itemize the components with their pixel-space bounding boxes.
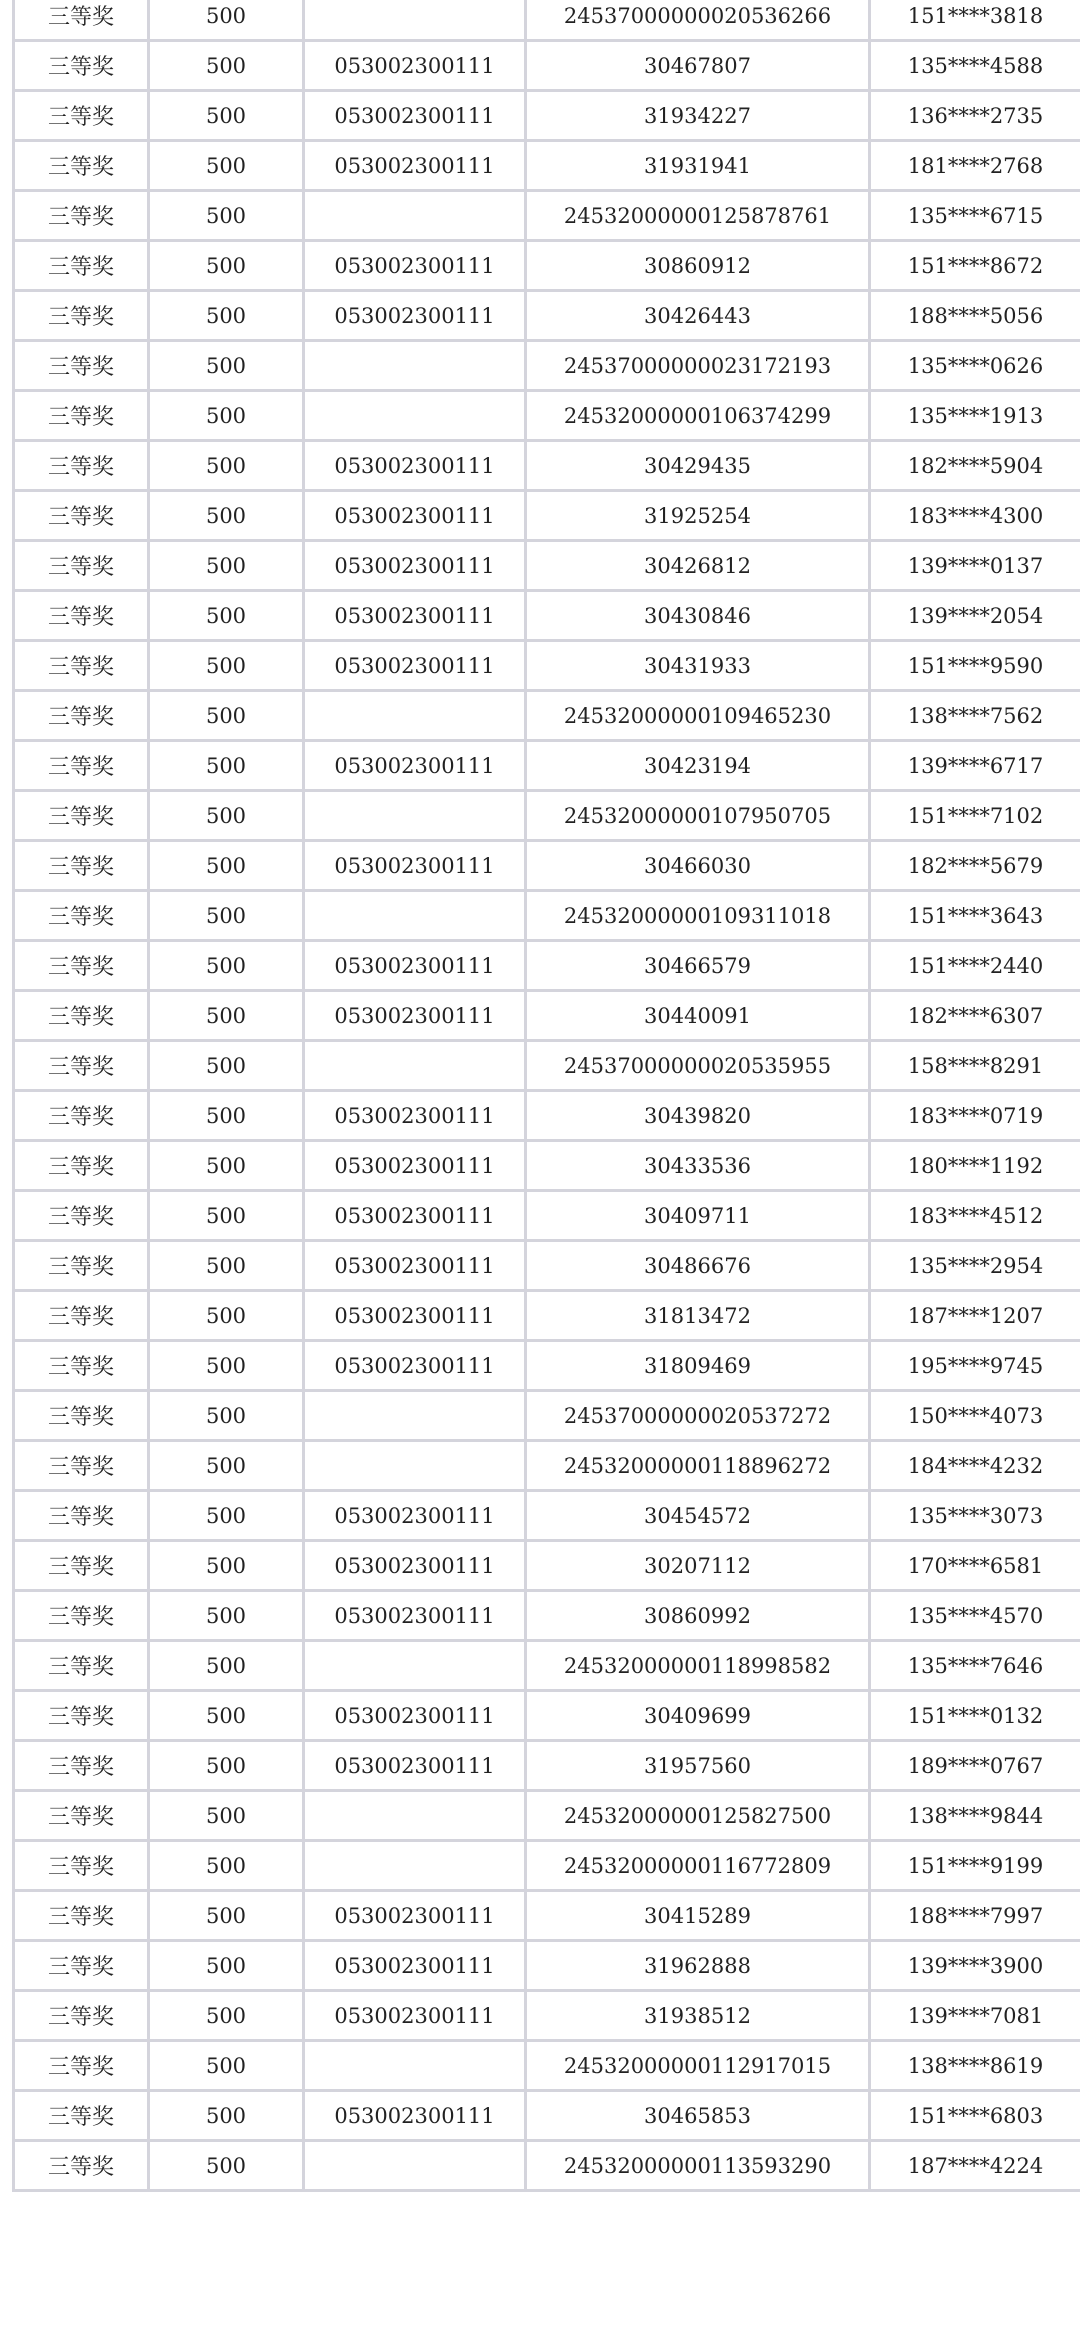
amount-cell: 500 <box>149 1841 304 1891</box>
phone-cell: 189****0767 <box>870 1741 1080 1791</box>
serial-cell: 30409699 <box>526 1691 870 1741</box>
table-row <box>14 1491 1080 1541</box>
table-row <box>14 0 1080 41</box>
amount-cell: 500 <box>149 341 304 391</box>
prize-cell: 三等奖 <box>14 1291 149 1341</box>
table-row <box>14 1091 1080 1141</box>
code-cell: 053002300111 <box>304 1291 526 1341</box>
serial-cell: 30440091 <box>526 991 870 1041</box>
prize-cell: 三等奖 <box>14 241 149 291</box>
table-row <box>14 1341 1080 1391</box>
table-row <box>14 1941 1080 1991</box>
amount-cell: 500 <box>149 2141 304 2191</box>
prize-cell: 三等奖 <box>14 0 149 41</box>
phone-cell: 135****3073 <box>870 1491 1080 1541</box>
phone-cell: 135****2954 <box>870 1241 1080 1291</box>
winners-table <box>12 0 1080 2192</box>
phone-cell: 138****8619 <box>870 2041 1080 2091</box>
prize-cell: 三等奖 <box>14 1441 149 1491</box>
prize-cell: 三等奖 <box>14 391 149 441</box>
prize-cell: 三等奖 <box>14 1541 149 1591</box>
serial-cell: 24532000000113593290 <box>526 2141 870 2191</box>
phone-cell: 135****4570 <box>870 1591 1080 1641</box>
prize-cell: 三等奖 <box>14 1641 149 1691</box>
winners-table-body <box>14 0 1080 2191</box>
phone-cell: 135****4588 <box>870 41 1080 91</box>
table-row <box>14 191 1080 241</box>
table-row <box>14 41 1080 91</box>
amount-cell: 500 <box>149 991 304 1041</box>
prize-cell: 三等奖 <box>14 591 149 641</box>
code-cell: 053002300111 <box>304 441 526 491</box>
serial-cell: 24532000000112917015 <box>526 2041 870 2091</box>
table-row <box>14 891 1080 941</box>
phone-cell: 151****7102 <box>870 791 1080 841</box>
table-row <box>14 2141 1080 2191</box>
table-row <box>14 91 1080 141</box>
code-cell <box>304 1791 526 1841</box>
amount-cell: 500 <box>149 1591 304 1641</box>
code-cell: 053002300111 <box>304 1691 526 1741</box>
amount-cell: 500 <box>149 1341 304 1391</box>
amount-cell: 500 <box>149 1891 304 1941</box>
prize-cell: 三等奖 <box>14 1391 149 1441</box>
serial-cell: 30207112 <box>526 1541 870 1591</box>
code-cell: 053002300111 <box>304 1591 526 1641</box>
table-row <box>14 991 1080 1041</box>
prize-cell: 三等奖 <box>14 1141 149 1191</box>
table-row <box>14 1141 1080 1191</box>
code-cell <box>304 691 526 741</box>
prize-cell: 三等奖 <box>14 1241 149 1291</box>
serial-cell: 31931941 <box>526 141 870 191</box>
serial-cell: 30486676 <box>526 1241 870 1291</box>
code-cell: 053002300111 <box>304 141 526 191</box>
phone-cell: 180****1192 <box>870 1141 1080 1191</box>
code-cell: 053002300111 <box>304 291 526 341</box>
code-cell: 053002300111 <box>304 1341 526 1391</box>
code-cell <box>304 891 526 941</box>
prize-cell: 三等奖 <box>14 141 149 191</box>
table-row <box>14 741 1080 791</box>
table-row <box>14 241 1080 291</box>
serial-cell: 30860992 <box>526 1591 870 1641</box>
phone-cell: 195****9745 <box>870 1341 1080 1391</box>
phone-cell: 150****4073 <box>870 1391 1080 1441</box>
serial-cell: 31809469 <box>526 1341 870 1391</box>
table-row <box>14 1591 1080 1641</box>
code-cell: 053002300111 <box>304 2091 526 2141</box>
phone-cell: 138****7562 <box>870 691 1080 741</box>
phone-cell: 182****5679 <box>870 841 1080 891</box>
code-cell: 053002300111 <box>304 1241 526 1291</box>
serial-cell: 24532000000116772809 <box>526 1841 870 1891</box>
code-cell: 053002300111 <box>304 741 526 791</box>
amount-cell: 500 <box>149 1991 304 2041</box>
serial-cell: 30409711 <box>526 1191 870 1241</box>
table-row <box>14 791 1080 841</box>
serial-cell: 30426812 <box>526 541 870 591</box>
table-row <box>14 1991 1080 2041</box>
prize-cell: 三等奖 <box>14 2041 149 2091</box>
table-row <box>14 641 1080 691</box>
table-row <box>14 2091 1080 2141</box>
serial-cell: 30454572 <box>526 1491 870 1541</box>
serial-cell: 30429435 <box>526 441 870 491</box>
code-cell: 053002300111 <box>304 1091 526 1141</box>
prize-cell: 三等奖 <box>14 1491 149 1541</box>
amount-cell: 500 <box>149 241 304 291</box>
table-row <box>14 1841 1080 1891</box>
phone-cell: 187****1207 <box>870 1291 1080 1341</box>
phone-cell: 139****3900 <box>870 1941 1080 1991</box>
serial-cell: 31934227 <box>526 91 870 141</box>
amount-cell: 500 <box>149 391 304 441</box>
code-cell: 053002300111 <box>304 541 526 591</box>
phone-cell: 139****6717 <box>870 741 1080 791</box>
prize-cell: 三等奖 <box>14 691 149 741</box>
amount-cell: 500 <box>149 2041 304 2091</box>
table-row <box>14 1741 1080 1791</box>
phone-cell: 139****7081 <box>870 1991 1080 2041</box>
serial-cell: 24532000000109465230 <box>526 691 870 741</box>
prize-cell: 三等奖 <box>14 991 149 1041</box>
code-cell: 053002300111 <box>304 1891 526 1941</box>
phone-cell: 138****9844 <box>870 1791 1080 1841</box>
serial-cell: 31938512 <box>526 1991 870 2041</box>
amount-cell: 500 <box>149 591 304 641</box>
table-row <box>14 1641 1080 1691</box>
amount-cell: 500 <box>149 441 304 491</box>
table-row <box>14 1441 1080 1491</box>
prize-cell: 三等奖 <box>14 41 149 91</box>
phone-cell: 183****0719 <box>870 1091 1080 1141</box>
table-row <box>14 1691 1080 1741</box>
phone-cell: 182****5904 <box>870 441 1080 491</box>
table-row <box>14 1291 1080 1341</box>
table-row <box>14 841 1080 891</box>
serial-cell: 30426443 <box>526 291 870 341</box>
prize-cell: 三等奖 <box>14 1741 149 1791</box>
prize-cell: 三等奖 <box>14 641 149 691</box>
phone-cell: 151****2440 <box>870 941 1080 991</box>
table-row <box>14 1041 1080 1091</box>
phone-cell: 188****7997 <box>870 1891 1080 1941</box>
prize-cell: 三等奖 <box>14 1991 149 2041</box>
code-cell <box>304 1841 526 1891</box>
phone-cell: 151****0132 <box>870 1691 1080 1741</box>
prize-cell: 三等奖 <box>14 491 149 541</box>
prize-cell: 三等奖 <box>14 841 149 891</box>
amount-cell: 500 <box>149 1441 304 1491</box>
amount-cell: 500 <box>149 691 304 741</box>
serial-cell: 24532000000118896272 <box>526 1441 870 1491</box>
prize-cell: 三等奖 <box>14 191 149 241</box>
winners-table-container <box>12 0 1080 2192</box>
code-cell <box>304 2041 526 2091</box>
serial-cell: 24532000000125878761 <box>526 191 870 241</box>
table-row <box>14 1541 1080 1591</box>
phone-cell: 170****6581 <box>870 1541 1080 1591</box>
phone-cell: 135****0626 <box>870 341 1080 391</box>
serial-cell: 30415289 <box>526 1891 870 1941</box>
amount-cell: 500 <box>149 1941 304 1991</box>
code-cell: 053002300111 <box>304 241 526 291</box>
table-row <box>14 441 1080 491</box>
serial-cell: 30466030 <box>526 841 870 891</box>
table-row <box>14 391 1080 441</box>
prize-cell: 三等奖 <box>14 941 149 991</box>
amount-cell: 500 <box>149 791 304 841</box>
code-cell <box>304 391 526 441</box>
prize-cell: 三等奖 <box>14 541 149 591</box>
serial-cell: 30423194 <box>526 741 870 791</box>
prize-cell: 三等奖 <box>14 1891 149 1941</box>
code-cell: 053002300111 <box>304 591 526 641</box>
prize-cell: 三等奖 <box>14 2091 149 2141</box>
amount-cell: 500 <box>149 91 304 141</box>
prize-cell: 三等奖 <box>14 341 149 391</box>
amount-cell: 500 <box>149 41 304 91</box>
table-row <box>14 291 1080 341</box>
serial-cell: 24537000000020537272 <box>526 1391 870 1441</box>
serial-cell: 30431933 <box>526 641 870 691</box>
phone-cell: 135****1913 <box>870 391 1080 441</box>
amount-cell: 500 <box>149 541 304 591</box>
serial-cell: 24532000000107950705 <box>526 791 870 841</box>
prize-cell: 三等奖 <box>14 1341 149 1391</box>
serial-cell: 30860912 <box>526 241 870 291</box>
code-cell <box>304 1041 526 1091</box>
phone-cell: 135****6715 <box>870 191 1080 241</box>
table-row <box>14 1891 1080 1941</box>
prize-cell: 三等奖 <box>14 1091 149 1141</box>
serial-cell: 30467807 <box>526 41 870 91</box>
code-cell <box>304 1391 526 1441</box>
serial-cell: 30430846 <box>526 591 870 641</box>
code-cell: 053002300111 <box>304 91 526 141</box>
amount-cell: 500 <box>149 1541 304 1591</box>
serial-cell: 31813472 <box>526 1291 870 1341</box>
prize-cell: 三等奖 <box>14 291 149 341</box>
prize-cell: 三等奖 <box>14 741 149 791</box>
phone-cell: 151****9590 <box>870 641 1080 691</box>
table-row <box>14 2041 1080 2091</box>
serial-cell: 30439820 <box>526 1091 870 1141</box>
serial-cell: 24537000000020535955 <box>526 1041 870 1091</box>
prize-cell: 三等奖 <box>14 791 149 841</box>
table-row <box>14 541 1080 591</box>
phone-cell: 151****6803 <box>870 2091 1080 2141</box>
amount-cell: 500 <box>149 1391 304 1441</box>
amount-cell: 500 <box>149 1241 304 1291</box>
phone-cell: 139****0137 <box>870 541 1080 591</box>
prize-cell: 三等奖 <box>14 1791 149 1841</box>
phone-cell: 187****4224 <box>870 2141 1080 2191</box>
table-row <box>14 691 1080 741</box>
phone-cell: 183****4512 <box>870 1191 1080 1241</box>
amount-cell: 500 <box>149 1141 304 1191</box>
prize-cell: 三等奖 <box>14 441 149 491</box>
code-cell: 053002300111 <box>304 991 526 1041</box>
phone-cell: 181****2768 <box>870 141 1080 191</box>
amount-cell: 500 <box>149 1491 304 1541</box>
code-cell: 053002300111 <box>304 941 526 991</box>
amount-cell: 500 <box>149 1041 304 1091</box>
amount-cell: 500 <box>149 1691 304 1741</box>
code-cell: 053002300111 <box>304 841 526 891</box>
amount-cell: 500 <box>149 191 304 241</box>
serial-cell: 30433536 <box>526 1141 870 1191</box>
amount-cell: 500 <box>149 741 304 791</box>
phone-cell: 188****5056 <box>870 291 1080 341</box>
table-row <box>14 1241 1080 1291</box>
table-row <box>14 1791 1080 1841</box>
code-cell <box>304 2141 526 2191</box>
serial-cell: 24532000000106374299 <box>526 391 870 441</box>
serial-cell: 30466579 <box>526 941 870 991</box>
prize-cell: 三等奖 <box>14 1041 149 1091</box>
prize-cell: 三等奖 <box>14 91 149 141</box>
table-row <box>14 1191 1080 1241</box>
phone-cell: 151****9199 <box>870 1841 1080 1891</box>
table-row <box>14 1391 1080 1441</box>
code-cell: 053002300111 <box>304 1191 526 1241</box>
amount-cell: 500 <box>149 1091 304 1141</box>
table-row <box>14 591 1080 641</box>
amount-cell: 500 <box>149 1191 304 1241</box>
phone-cell: 135****7646 <box>870 1641 1080 1691</box>
amount-cell: 500 <box>149 891 304 941</box>
serial-cell: 31962888 <box>526 1941 870 1991</box>
code-cell <box>304 1641 526 1691</box>
prize-cell: 三等奖 <box>14 1841 149 1891</box>
table-row <box>14 941 1080 991</box>
table-row <box>14 491 1080 541</box>
amount-cell: 500 <box>149 1741 304 1791</box>
serial-cell: 24532000000109311018 <box>526 891 870 941</box>
code-cell: 053002300111 <box>304 1941 526 1991</box>
phone-cell: 151****3643 <box>870 891 1080 941</box>
code-cell: 053002300111 <box>304 1141 526 1191</box>
code-cell: 053002300111 <box>304 1491 526 1541</box>
amount-cell: 500 <box>149 491 304 541</box>
phone-cell: 136****2735 <box>870 91 1080 141</box>
prize-cell: 三等奖 <box>14 891 149 941</box>
phone-cell: 183****4300 <box>870 491 1080 541</box>
code-cell <box>304 341 526 391</box>
amount-cell: 500 <box>149 0 304 41</box>
code-cell: 053002300111 <box>304 1741 526 1791</box>
amount-cell: 500 <box>149 941 304 991</box>
code-cell: 053002300111 <box>304 1991 526 2041</box>
serial-cell: 24532000000125827500 <box>526 1791 870 1841</box>
amount-cell: 500 <box>149 141 304 191</box>
serial-cell: 24537000000023172193 <box>526 341 870 391</box>
prize-cell: 三等奖 <box>14 1941 149 1991</box>
table-row <box>14 141 1080 191</box>
phone-cell: 139****2054 <box>870 591 1080 641</box>
code-cell: 053002300111 <box>304 41 526 91</box>
table-row <box>14 341 1080 391</box>
serial-cell: 31957560 <box>526 1741 870 1791</box>
code-cell: 053002300111 <box>304 491 526 541</box>
code-cell: 053002300111 <box>304 1541 526 1591</box>
phone-cell: 184****4232 <box>870 1441 1080 1491</box>
phone-cell: 158****8291 <box>870 1041 1080 1091</box>
code-cell <box>304 1441 526 1491</box>
phone-cell: 151****8672 <box>870 241 1080 291</box>
prize-cell: 三等奖 <box>14 2141 149 2191</box>
amount-cell: 500 <box>149 641 304 691</box>
prize-cell: 三等奖 <box>14 1591 149 1641</box>
amount-cell: 500 <box>149 291 304 341</box>
amount-cell: 500 <box>149 1791 304 1841</box>
amount-cell: 500 <box>149 1291 304 1341</box>
code-cell <box>304 191 526 241</box>
code-cell <box>304 791 526 841</box>
code-cell: 053002300111 <box>304 641 526 691</box>
serial-cell: 24532000000118998582 <box>526 1641 870 1691</box>
phone-cell: 182****6307 <box>870 991 1080 1041</box>
serial-cell: 24537000000020536266 <box>526 0 870 41</box>
prize-cell: 三等奖 <box>14 1691 149 1741</box>
phone-cell: 151****3818 <box>870 0 1080 41</box>
code-cell <box>304 0 526 41</box>
prize-cell: 三等奖 <box>14 1191 149 1241</box>
serial-cell: 31925254 <box>526 491 870 541</box>
serial-cell: 30465853 <box>526 2091 870 2141</box>
amount-cell: 500 <box>149 2091 304 2141</box>
amount-cell: 500 <box>149 841 304 891</box>
amount-cell: 500 <box>149 1641 304 1691</box>
